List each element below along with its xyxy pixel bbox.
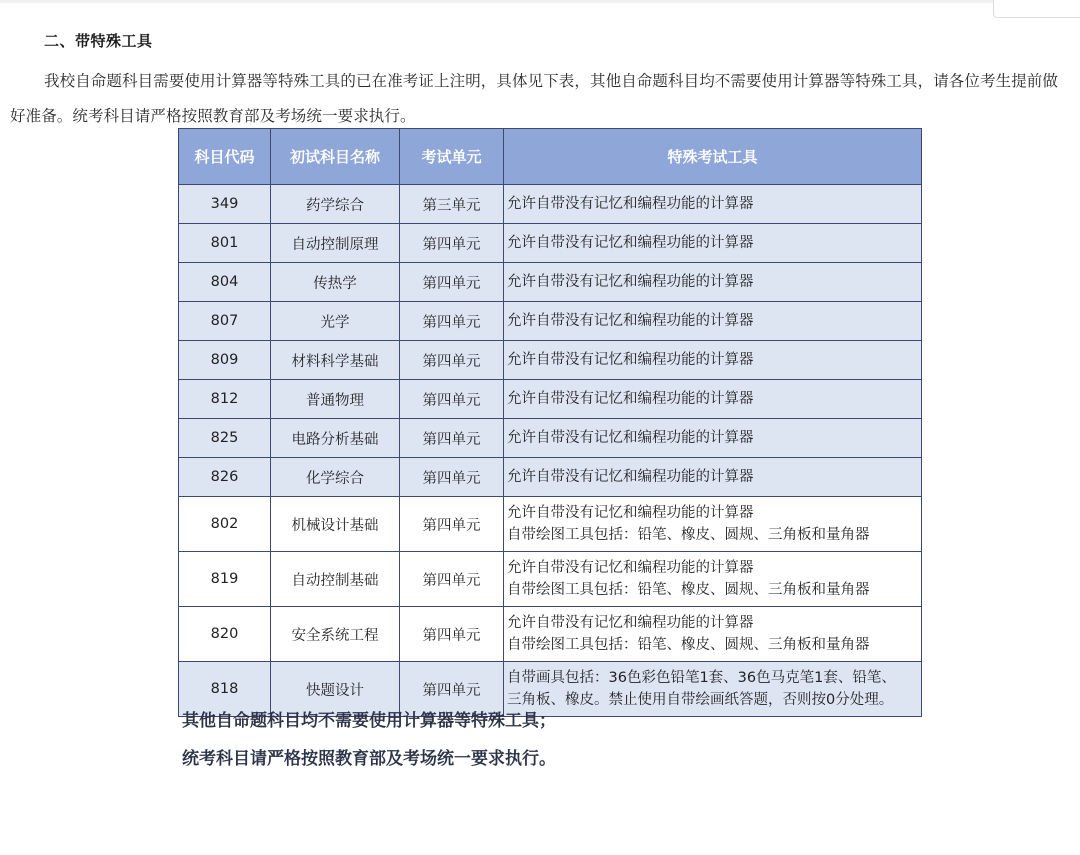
cell-special-tool: [504, 263, 922, 302]
cell-special-tool: [504, 607, 922, 662]
cell-exam-unit: 第四单元: [400, 458, 504, 497]
cell-special-tool: [504, 341, 922, 380]
cell-exam-unit: 第四单元: [400, 497, 504, 552]
table-row: [179, 497, 922, 552]
cell-code: 825: [179, 419, 271, 458]
cell-exam-unit: 第三单元: [400, 185, 504, 224]
tool-line-1: 允许自带没有记忆和编程功能的计算器: [507, 430, 754, 446]
table-row: [179, 419, 922, 458]
header-tool: 特殊考试工具: [504, 129, 922, 185]
header-subject: 初试科目名称: [271, 129, 400, 185]
tool-line-1: 允许自带没有记忆和编程功能的计算器: [507, 391, 754, 407]
cell-subject-name: 电路分析基础: [271, 419, 400, 458]
tool-line-1: 允许自带没有记忆和编程功能的计算器: [507, 352, 754, 368]
cell-subject-name: 材料科学基础: [271, 341, 400, 380]
section-heading: 二、带特殊工具: [44, 32, 153, 50]
tool-line-1: 允许自带没有记忆和编程功能的计算器: [507, 505, 754, 521]
cell-code: 819: [179, 552, 271, 607]
tool-line-1: 允许自带没有记忆和编程功能的计算器: [507, 235, 754, 251]
cell-special-tool: [504, 185, 922, 224]
tool-line-2: 自带绘图工具包括：铅笔、橡皮、圆规、三角板和量角器: [507, 527, 870, 543]
cell-code: 804: [179, 263, 271, 302]
tool-line-1: 允许自带没有记忆和编程功能的计算器: [507, 313, 754, 329]
cell-special-tool: [504, 497, 922, 552]
cell-exam-unit: 第四单元: [400, 380, 504, 419]
cell-special-tool: [504, 419, 922, 458]
table-row: [179, 380, 922, 419]
table-row: [179, 263, 922, 302]
cell-subject-name: 传热学: [271, 263, 400, 302]
cell-exam-unit: 第四单元: [400, 302, 504, 341]
cell-code: 809: [179, 341, 271, 380]
cell-special-tool: [504, 302, 922, 341]
cell-subject-name: 快题设计: [271, 662, 400, 717]
tool-line-2: 自带绘图工具包括：铅笔、橡皮、圆规、三角板和量角器: [507, 637, 870, 653]
table-row: [179, 185, 922, 224]
cell-exam-unit: 第四单元: [400, 552, 504, 607]
cell-special-tool: [504, 380, 922, 419]
cell-subject-name: 机械设计基础: [271, 497, 400, 552]
tool-line-1: 自带画具包括：36色彩色铅笔1套、36色马克笔1套、铅笔、: [507, 670, 896, 686]
cell-code: 818: [179, 662, 271, 717]
tool-line-1: 允许自带没有记忆和编程功能的计算器: [507, 469, 754, 485]
top-border: [0, 0, 1080, 3]
tool-line-2: 三角板、橡皮。禁止使用自带绘画纸答题，否则按0分处理。: [507, 692, 894, 708]
cell-exam-unit: 第四单元: [400, 607, 504, 662]
cell-subject-name: 普通物理: [271, 380, 400, 419]
table-header-row: [179, 129, 922, 185]
cell-subject-name: 自动控制基础: [271, 552, 400, 607]
header-code: 科目代码: [179, 129, 271, 185]
corner-tab[interactable]: [993, 0, 1080, 18]
cell-exam-unit: 第四单元: [400, 662, 504, 717]
cell-special-tool: [504, 458, 922, 497]
exam-tools-table: [178, 128, 922, 717]
cell-exam-unit: 第四单元: [400, 419, 504, 458]
cell-code: 820: [179, 607, 271, 662]
header-unit: 考试单元: [400, 129, 504, 185]
cell-code: 349: [179, 185, 271, 224]
cell-code: 801: [179, 224, 271, 263]
intro-paragraph: 我校自命题科目需要使用计算器等特殊工具的已在准考证上注明，具体见下表，其他自命题科目均不需要使用计算器等特殊工具，请各位考生提前做好准备。统考科目请严格按照教育部及考场统一要求执行。: [10, 72, 1059, 125]
table-row: [179, 552, 922, 607]
footer-note-2: 统考科目请严格按照教育部及考场统一要求执行。: [182, 749, 556, 769]
tool-line-1: 允许自带没有记忆和编程功能的计算器: [507, 274, 754, 290]
cell-code: 807: [179, 302, 271, 341]
table-row: [179, 341, 922, 380]
cell-subject-name: 安全系统工程: [271, 607, 400, 662]
tool-line-1: 允许自带没有记忆和编程功能的计算器: [507, 615, 754, 631]
cell-subject-name: 自动控制原理: [271, 224, 400, 263]
cell-subject-name: 光学: [271, 302, 400, 341]
table-row: [179, 607, 922, 662]
table-row: [179, 224, 922, 263]
cell-special-tool: [504, 552, 922, 607]
cell-exam-unit: 第四单元: [400, 224, 504, 263]
table-row: [179, 302, 922, 341]
cell-exam-unit: 第四单元: [400, 341, 504, 380]
cell-special-tool: [504, 224, 922, 263]
tool-line-1: 允许自带没有记忆和编程功能的计算器: [507, 560, 754, 576]
cell-special-tool: [504, 662, 922, 717]
table-row: [179, 458, 922, 497]
cell-code: 812: [179, 380, 271, 419]
cell-exam-unit: 第四单元: [400, 263, 504, 302]
footer-note-1: 其他自命题科目均不需要使用计算器等特殊工具；: [182, 711, 556, 731]
cell-code: 802: [179, 497, 271, 552]
cell-code: 826: [179, 458, 271, 497]
tool-line-2: 自带绘图工具包括：铅笔、橡皮、圆规、三角板和量角器: [507, 582, 870, 598]
cell-subject-name: 化学综合: [271, 458, 400, 497]
tool-line-1: 允许自带没有记忆和编程功能的计算器: [507, 196, 754, 212]
cell-subject-name: 药学综合: [271, 185, 400, 224]
